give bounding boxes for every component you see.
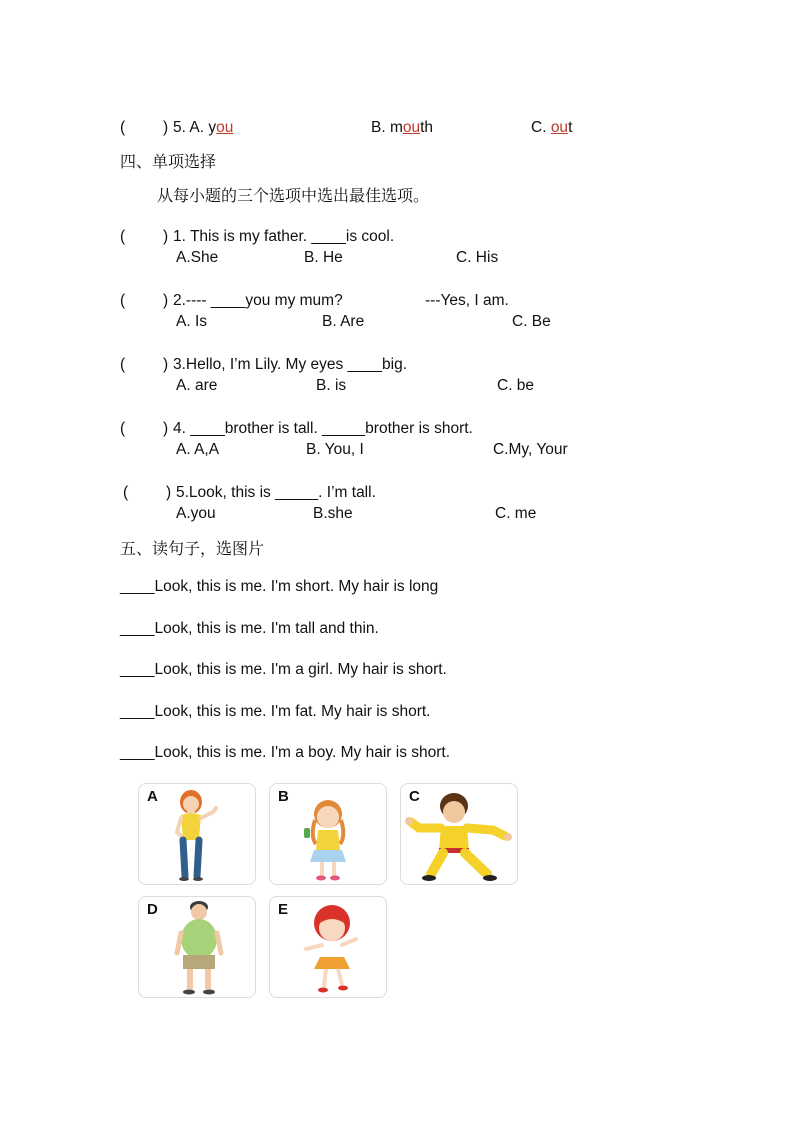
- answer-paren-open: (: [120, 119, 126, 136]
- section-4-instruction: 从每小题的三个选项中选出最佳选项。: [157, 186, 430, 205]
- option-a: A.She: [176, 249, 219, 266]
- tall-woman-illustration: [139, 784, 255, 884]
- question-stem: 3.Hello, I’m Lily. My eyes ____big.: [173, 356, 408, 373]
- phonics-option-a: 5. A. you: [173, 119, 234, 136]
- option-b: B. You, I: [306, 441, 364, 458]
- answer-paren-close: ): [166, 484, 172, 501]
- option-a: A.you: [176, 505, 216, 522]
- sentence-line: ____Look, this is me. I'm fat. My hair is short.: [120, 703, 431, 720]
- option-c: C. His: [456, 249, 499, 266]
- option-a: A. Is: [176, 313, 208, 330]
- option-b: B. He: [304, 249, 343, 266]
- option-b: B. is: [316, 377, 347, 394]
- option-b: B.she: [313, 505, 353, 522]
- answer-paren-open: (: [120, 292, 126, 309]
- option-a: A. are: [176, 377, 218, 394]
- short-girl-illustration: [270, 784, 386, 884]
- option-c: C.My, Your: [493, 441, 568, 458]
- sentence-line: ____Look, this is me. I'm a boy. My hair is short.: [120, 744, 451, 761]
- answer-paren-close: ): [163, 119, 169, 136]
- option-b: B. Are: [322, 313, 365, 330]
- sentence-line: ____Look, this is me. I'm tall and thin.: [120, 620, 379, 637]
- question-stem: 5.Look, this is _____. I’m tall.: [176, 484, 376, 501]
- highlight-letters: ou: [402, 119, 421, 136]
- short-hair-girl-illustration: [270, 897, 386, 997]
- picture-card-a: [138, 783, 256, 885]
- picture-label: C: [409, 788, 420, 805]
- picture-card-e: [269, 896, 387, 998]
- picture-label: E: [278, 901, 289, 918]
- question-reply: ---Yes, I am.: [425, 292, 509, 309]
- option-c: C. be: [497, 377, 535, 394]
- answer-paren-open: (: [120, 228, 126, 245]
- answer-paren-close: ): [163, 420, 169, 437]
- option-c: C. me: [495, 505, 537, 522]
- answer-paren-close: ): [163, 228, 169, 245]
- section-5-heading: 五、读句子，选图片: [120, 539, 265, 558]
- question-stem: 4. ____brother is tall. _____brother is short.: [173, 420, 473, 437]
- picture-label: B: [278, 788, 289, 805]
- fat-man-illustration: [139, 897, 255, 997]
- picture-card-c: [400, 783, 518, 885]
- phonics-option-c: C. out: [531, 119, 573, 136]
- answer-paren-close: ): [163, 356, 169, 373]
- answer-paren-open: (: [120, 356, 126, 373]
- option-a: A. A,A: [176, 441, 220, 458]
- boy-illustration: [401, 784, 517, 884]
- picture-card-d: [138, 896, 256, 998]
- question-stem: 2.---- ____you my mum?: [173, 292, 343, 309]
- sentence-line: ____Look, this is me. I'm a girl. My hair is short.: [120, 661, 447, 678]
- option-c: C. Be: [512, 313, 551, 330]
- answer-paren-open: (: [120, 420, 126, 437]
- sentence-line: ____Look, this is me. I'm short. My hair is long: [120, 578, 439, 595]
- phonics-option-b: B. mouth: [371, 119, 434, 136]
- answer-paren-open: (: [123, 484, 129, 501]
- section-4-heading: 四、单项选择: [120, 152, 217, 171]
- highlight-letters: ou: [216, 119, 234, 136]
- answer-paren-close: ): [163, 292, 169, 309]
- picture-label: A: [147, 788, 158, 805]
- picture-label: D: [147, 901, 158, 918]
- highlight-letters: ou: [550, 119, 569, 136]
- question-stem: 1. This is my father. ____is cool.: [173, 228, 395, 245]
- picture-card-b: [269, 783, 387, 885]
